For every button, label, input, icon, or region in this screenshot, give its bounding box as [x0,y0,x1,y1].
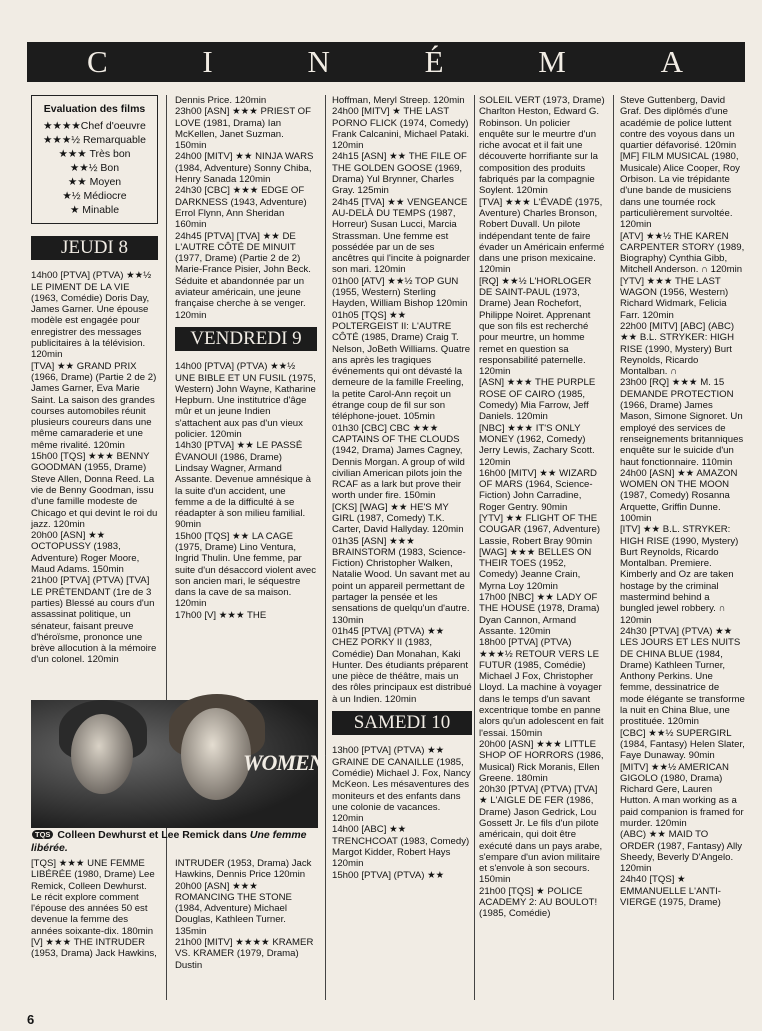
listing-entry: [ATV] ★★½ THE KAREN CARPENTER STORY (1989, Biography) Cynthia Gibb, Mitchell Anderson. ∩ 120min [620,230,745,276]
listing-entry: 14h00 [ABC] ★★ TRENCHCOAT (1983, Comedy) Margot Kidder, Robert Hays 120min [332,824,470,870]
rating-row [36,147,153,161]
rating-label: Remarquable [82,134,146,146]
column-2-bottom [175,858,317,971]
listing-entry: 20h00 [ASN] ★★★ ROMANCING THE STONE (1984, Adventure) Michael Douglas, Kathleen Turner. 135min [175,880,292,937]
rating-row [36,189,153,203]
caption-text: Colleen Dewhurst et Lee Remick dans [57,829,247,841]
rating-row [36,161,153,175]
listing-entry: [V] ★★★ THE INTRUDER (1953, Drama) Jack Hawkins, [31,937,157,960]
stars-icon: ★½ [62,190,81,202]
listing-entry: 22h00 [MITV] [ABC] (ABC) ★★ B.L. STRYKER: HIGH RISE (1990, Mystery) Burt Reynolds, Ricardo Montalban. ∩ [620,320,735,378]
movie-still-photo [31,700,340,828]
rating-row [36,175,153,189]
column-3 [332,95,472,881]
rating-label: Bon [100,162,120,174]
listing-entry: 15h00 [PTVA] (PTVA) ★★ [332,869,445,881]
listing-entry: [TQS] ★★★ UNE FEMME LIBÉRÉE (1980, Drame) Lee Remick, Colleen Dewhurst. Le récit explore comment l'épouse des années 50 est devenue la femme des années soixante-dix. 180min [31,858,155,937]
listing-entry: [MF] FILM MUSICAL (1980, Musicale) Alice Cooper, Roy Orbison. La vie trépidante d'une bande de musiciens dans une tournée rock particulièrement survoltée. 120min [620,151,740,231]
listing-entry: [MITV] ★★½ AMERICAN GIGOLO (1980, Drama) Richard Gere, Lauren Hutton. A man working as a paid companion is framed for murder. 120min [620,761,744,829]
caption-title: Une femme libérée. [31,829,307,854]
listing-entry: [ITV] ★★ B.L. STRYKER: HIGH RISE (1990, Mystery) Burt Reynolds, Ricardo Montalban. Premiere. Kimberly and Oz are taken hostage by the criminal mastermind behind a bungled jewel robbery. ∩ 120min [620,524,739,626]
day-header-samedi: SAMEDI 10 [332,711,472,735]
column-divider [613,95,614,1000]
column-divider [325,95,326,1000]
column-divider [166,95,167,1000]
listing-entry: Hoffman, Meryl Streep. 120min [332,95,465,106]
listing-entry: [TVA] ★★ GRAND PRIX (1966, Drame) (Partie 2 de 2) James Garner, Eva Marie Saint. La saison des grandes courses automobiles réunit plusieurs coureurs dans une même camaraderie et une même rivalité. 120min [31,360,157,451]
banner-letter: É [424,44,446,79]
listing-entry: (ABC) ★★ MAID TO ORDER (1987, Fantasy) Ally Sheedy, Beverly D'Angelo. 120min [620,829,743,875]
listing-entry: 24h00 [ASN] ★★ AMAZON WOMEN ON THE MOON (1987, Comedy) Rosanna Arquette, Griffin Dunne. 100min [620,467,738,524]
column-1 [31,95,158,666]
rating-legend-title: Evaluation des films [43,103,146,115]
stars-icon: ★★★★ [43,120,81,132]
listing-entry: Steve Guttenberg, David Graf. Des diplômés d'une académie de police luttent contre des voyous dans un quartier défavorisé. 120min [620,95,737,152]
column-5 [620,95,745,908]
listing-entry: 20h00 [ASN] ★★★ LITTLE SHOP OF HORRORS (1986, Musical) Rick Moranis, Ellen Greene. 180min [479,738,604,784]
banner-letter: I [202,44,215,79]
listing-entry: 14h00 [PTVA] (PTVA) ★★½ UNE BIBLE ET UN FUSIL (1975, Western) John Wayne, Katharine Hepburn. Une institutrice d'âge mûr et un jeune Indien s'attachent aux pas d'un vieux policier. 120min [175,361,316,441]
listing-entry: [NBC] ★★★ IT'S ONLY MONEY (1962, Comedy) Jerry Lewis, Zachary Scott. 120min [479,422,595,468]
rating-label: Chef d'oeuvre [80,120,146,132]
listing-entry: 13h00 [PTVA] (PTVA) ★★ GRAINE DE CANAILLE (1985, Comédie) Michael J. Fox, Nancy McKeon. Les mésaventures des moniteurs et des enfants dans une colonie de vacances. 120min [332,745,471,825]
listing-entry: INTRUDER (1953, Drama) Jack Hawkins, Dennis Price 120min [175,858,312,881]
listing-entry: 24h30 [CBC] ★★★ EDGE OF DARKNESS (1943, Adventure) Errol Flynn, Ann Sheridan 160min [175,185,307,231]
column-1-bottom [31,858,158,960]
page-number: 6 [27,1012,35,1027]
listing-entry: 01h00 [ATV] ★★½ TOP GUN (1955, Western) Sterling Hayden, William Bishop 120min [332,275,468,310]
listing-entry: 20h30 [PTVA] (PTVA) [TVA] ★ L'AIGLE DE FER (1986, Drame) Jason Gedrick, Lou Gossett Jr. Le fils d'un pilote américain, qui doit être exécuté dans un pays arabe, s'empare d'un avion militaire et s'envole à son secours. 150min [479,784,603,886]
stars-icon: ★★ [67,176,87,188]
rating-label: Très bon [89,148,131,160]
listing-entry: [ASN] ★★★ THE PURPLE ROSE OF CAIRO (1985, Comedy) Mia Farrow, Jeff Daniels. 120min [479,377,596,423]
listing-entry: [TVA] ★★★ L'ÉVADÉ (1975, Aventure) Charles Bronson, Robert Duvall. Un pilote indépendant tente de faire évader un Américain enfermé dans une prison mexicaine. 120min [479,196,605,276]
stars-icon: ★★½ [69,162,98,174]
listing-entry: 15h00 [TQS] ★★ LA CAGE (1975, Drame) Lino Ventura, Ingrid Thulin. Une femme, par suite d'un désaccord violent avec son ancien mari, le séquestre dans la cave de sa maison. 120min [175,530,317,610]
stars-icon: ★★★½ [43,134,81,146]
day-header-vendredi: VENDREDI 9 [175,327,317,351]
listing-entry: [YTV] ★★★ THE LAST WAGON (1956, Western) Richard Widmark, Felicia Farr. 120min [620,275,729,321]
listing-entry: 16h00 [MITV] ★★ WIZARD OF MARS (1964, Science-Fiction) John Carradine, Roger Gentry. 90min [479,467,597,513]
photo-figure [181,708,251,800]
column-divider [474,95,475,1000]
column-2 [175,95,317,621]
listing-entry: 17h00 [V] ★★★ THE [175,609,267,621]
rating-label: Minable [82,204,120,216]
cinema-banner [27,42,745,82]
listing-entry: 20h00 [ASN] ★★ OCTOPUSSY (1983, Adventure) Roger Moore, Maud Adams. 150min [31,530,140,576]
rating-label: Moyen [89,176,122,188]
stars-icon: ★ [69,204,80,216]
banner-letter: A [660,44,685,79]
listing-entry: 01h35 [ASN] ★★★ BRAINSTORM (1983, Science-Fiction) Christopher Walken, Natalie Wood. Un savant met au point un appareil permettant de partager la pensée et les sensations de quelqu'un d'autre. 130min [332,535,470,626]
banner-letter: C [87,44,110,79]
listing-entry: SOLEIL VERT (1973, Drame) Charlton Heston, Edward G. Robinson. Un policier enquête sur le meurtre d'un riche avocat et il fait une découverte horrifiante sur la composition des produits fabriqués par la compagnie Soylent. 120min [479,95,605,197]
listing-entry: [CBC] ★★½ SUPERGIRL (1984, Fantasy) Helen Slater, Faye Dunaway. 90min [620,727,745,762]
listing-entry: 21h00 [PTVA] (PTVA) [TVA] LE PRÉTENDANT (1re de 3 parties) Blessé au cours d'un assassinat politique, un sénateur, faisant preuve d'héroïsme, prononce une brève allocution à la mémoire d'un colonel. 120min [31,575,157,666]
listing-entry: 21h00 [TQS] ★ POLICE ACADEMY 2: AU BOULOT! (1985, Comédie) [479,885,598,920]
listing-entry: 01h30 [CBC] CBC ★★★ CAPTAINS OF THE CLOUDS (1942, Drama) James Cagney, Dennis Morgan. A group of wild civilian American pilots join the RCAF as a lark but prove their worth under fire. 150min [332,422,465,502]
photo-figure [71,714,133,794]
channel-badge: TQS [32,830,53,839]
banner-letter: N [307,44,332,79]
rating-label: Médiocre [83,190,127,202]
listing-entry: 24h45 [PTVA] [TVA] ★★ DE L'AUTRE CÔTÉ DE MINUIT (1977, Drame) (Partie 2 de 2) Marie-France Pisier, John Beck. Séduite et abandonnée par un aviateur américain, une jeune française cherche à se venger. 120min [175,230,311,321]
listing-entry: 14h30 [PTVA] ★★ LE PASSÉ ÉVANOUI (1986, Drame) Lindsay Wagner, Armand Assante. Devenue amnésique à la suite d'un accident, une femme a de la difficulté à se réadapter à son milieu familial. 90min [175,440,311,531]
listing-entry: 17h00 [NBC] ★★ LADY OF THE HOUSE (1978, Drama) Dyan Cannon, Armand Assante. 120min [479,592,600,637]
listing-entry: [YTV] ★★ FLIGHT OF THE COUGAR (1967, Adventure) Lassie, Robert Bray 90min [479,512,601,547]
banner-letter: M [538,44,568,79]
listing-entry: 18h00 [PTVA] (PTVA) ★★★½ RETOUR VERS LE FUTUR (1985, Comédie) Michael J Fox, Christopher Lloyd. La machine à voyager dans le temps d'un savant excentrique tombe en panne alors qu'un adolescent en fait l'essai. 150min [479,637,604,739]
listing-entry: Dennis Price. 120min [175,95,267,106]
listing-entry: 23h00 [RQ] ★★★ M. 15 DEMANDE PROTECTION (1966, Drame) James Mason, Simone Signoret. Un employé des services de renseignements britanniques enquête sur le suicide d'un haut fonctionnaire. 110min [620,377,744,468]
listing-entry: 24h30 [PTVA] (PTVA) ★★ LES JOURS ET LES NUITS DE CHINA BLUE (1984, Drame) Kathleen Turner, Anthony Perkins. Une femme, dessinatrice de mode élégante se transforme la nuit en China Blue, une prostituée. 120min [620,625,745,728]
column-4 [479,95,607,920]
listing-entry: 24h00 [MITV] ★ THE LAST PORNO FLICK (1974, Comedy) Frank Calcanini, Michael Pataki. 120min [332,106,470,152]
listing-entry: [RQ] ★★½ L'HORLOGER DE SAINT-PAUL (1973, Drame) Jean Rochefort, Philippe Noiret. Apprenant que son fils est recherché pour meurtre, un homme remet en question sa responsabilité paternelle. 120min [479,275,592,378]
listing-entry: 24h00 [MITV] ★★ NINJA WARS (1984, Adventure) Sonny Chiba, Henry Sanada 120min [175,151,314,186]
listing-entry: 24h15 [ASN] ★★ THE FILE OF THE GOLDEN GOOSE (1969, Drama) Yul Brynner, Charles Gray. 125min [332,151,467,197]
photo-caption [31,829,318,854]
listing-entry: 23h00 [ASN] ★★★ PRIEST OF LOVE (1981, Drama) Ian McKellen, Janet Suzman. 150min [175,106,311,152]
listing-entry: [CKS] [WAG] ★★ HE'S MY GIRL (1987, Comedy) T.K. Carter, David Hallyday. 120min [332,501,464,536]
listing-entry: 21h00 [MITV] ★★★★ KRAMER VS. KRAMER (1979, Drama) Dustin [175,937,314,971]
listing-entry: 24h40 [TQS] ★ EMMANUELLE L'ANTI-VIERGE (1975, Drame) [620,874,721,909]
rating-row [36,203,153,217]
day-header-jeudi: JEUDI 8 [31,236,158,260]
listing-entry: 15h00 [TQS] ★★★ BENNY GOODMAN (1955, Drame) Steve Allen, Donna Reed. La vie de Benny Goodman, issu d'une famille modeste de Chicago et qui devint le roi du jazz. 120min [31,451,158,530]
listing-entry: [WAG] ★★★ BELLES ON THEIR TOES (1952, Comedy) Jeanne Crain, Myrna Loy 120min [479,546,592,592]
rating-legend [31,95,158,224]
photo-logo: WOMEN'S [243,750,340,775]
listing-entry: 24h45 [TVA] ★★ VENGEANCE AU-DELÀ DU TEMPS (1987, Horreur) Susan Lucci, Marcia Strassman. Une femme est possédée par un de ses ancêtres qui l'incite à poignarder son mari. 120min [332,196,470,276]
stars-icon: ★★★ [58,148,87,160]
listing-entry: 14h00 [PTVA] (PTVA) ★★½ LE PIMENT DE LA VIE (1963, Comédie) Doris Day, James Garner. Une épouse modèle est engagée pour enregistrer des messages publicitaires à la télévision. 120min [31,270,152,361]
listing-entry: 01h05 [TQS] ★★ POLTERGEIST II: L'AUTRE CÔTÉ (1985, Drame) Craig T. Nelson, JoBeth Williams. Quatre ans après les tragiques événements qui ont dévasté la demeure de la famille Freeling, la petite Carol-Ann reçoit un étrange coup de fil sur son téléphone-jouet. 105min [332,309,471,423]
listing-entry: 01h45 [PTVA] (PTVA) ★★ CHEZ PORKY II (1983, Comédie) Dan Monahan, Kaki Hunter. Des étudiants préparent une pièce de théâtre, mais un des rôles principaux est distribué à un Indien. 120min [332,625,472,705]
rating-row [36,133,153,147]
rating-row [36,119,153,133]
